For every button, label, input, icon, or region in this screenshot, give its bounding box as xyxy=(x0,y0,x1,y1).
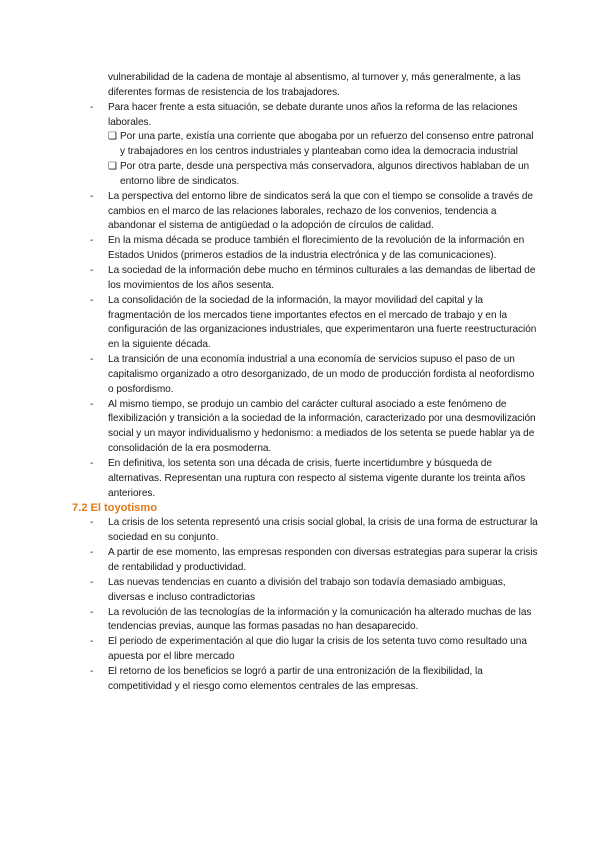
bullet-dash: - xyxy=(90,547,94,559)
sub-list-item xyxy=(108,130,538,160)
list-item-text: La consolidación de la sociedad de la información, la mayor movilidad del capital y la fragmentación de los mercados tiene importantes efectos en el mercado de trabajo y en la configuración de las organizaciones industriales, que experimentaron una fuerte reestructuración en la siguiente década. xyxy=(108,294,537,351)
bullet-dash: - xyxy=(90,457,94,469)
list-item-text: La sociedad de la información debe mucho en términos culturales a las demandas de libertad de los movimientos de los años sesenta. xyxy=(108,264,536,291)
sub-list-item-text: Por una parte, existía una corriente que abogaba por un refuerzo del consenso entre patronal y trabajadores en los centros industriales y planteaban como idea la democracia industrial xyxy=(120,131,534,158)
list-item xyxy=(88,353,538,398)
bullet-dash: - xyxy=(90,517,94,529)
bullet-dash: - xyxy=(90,264,94,276)
checkbox-bullet-icon: ❑ xyxy=(108,161,117,173)
bullet-dash: - xyxy=(90,398,94,410)
list-item xyxy=(88,190,538,235)
list-item xyxy=(88,516,538,546)
list-item xyxy=(88,606,538,636)
list-item xyxy=(88,294,538,353)
bullet-dash: - xyxy=(90,190,94,202)
list-item xyxy=(88,398,538,457)
list-item-text: A partir de ese momento, las empresas responden con diversas estrategias para superar la crisis de rentabilidad y productividad. xyxy=(108,547,538,573)
sub-list-item-text: Por otra parte, desde una perspectiva más conservadora, algunos directivos hablaban de un entorno libre de sindicatos. xyxy=(120,161,530,187)
paragraph-text: vulnerabilidad de la cadena de montaje al absentismo, al turnover y, más generalmente, a las diferentes formas de resistencia de los trabajadores. xyxy=(108,72,521,98)
checkbox-bullet-icon: ❑ xyxy=(108,131,117,143)
bullet-dash: - xyxy=(90,294,94,306)
list-item-text: La transición de una economía industrial a una economía de servicios supuso el paso de un capitalismo organizado a otro desorganizado, de un modo de producción fordista al neofordismo o posfordismo. xyxy=(108,354,535,395)
bullet-dash: - xyxy=(90,576,94,588)
bullet-dash: - xyxy=(90,606,94,618)
list-item-text: Las nuevas tendencias en cuanto a división del trabajo son todavía demasiado ambiguas, diversas e incluso contradictorias xyxy=(108,576,506,603)
list-item-text: Al mismo tiempo, se produjo un cambio del carácter cultural asociado a este fenómeno de flexibilización y transición a la sociedad de la información, caracterizado por una desmovilización social y un mayor individualismo y hedonismo: a mediados de los setenta se puede hablar ya de consolidación de la era posmoderna. xyxy=(108,398,536,455)
sub-list-item xyxy=(108,160,538,190)
list-item-text: La perspectiva del entorno libre de sindicatos será la que con el tiempo se consolide a través de cambios en el marco de las relaciones laborales, rechazo de los convenios, tendencia a abandonar el sistema de antigüedad o la adopción de círculos de calidad. xyxy=(108,190,533,232)
list-item-text: En la misma década se produce también el florecimiento de la revolución de la información en Estados Unidos (primeros estadios de la industria electrónica y de las comunicaciones). xyxy=(108,235,525,262)
bullet-dash: - xyxy=(90,354,94,366)
list-item xyxy=(88,264,538,294)
bullet-dash: - xyxy=(90,636,94,648)
list-item xyxy=(88,546,538,576)
list-item-text: El retorno de los beneficios se logró a partir de una entronización de la flexibilidad, la competitividad y el riesgo como elementos centrales de las empresas. xyxy=(108,665,483,692)
list-item-text: Para hacer frente a esta situación, se debate durante unos años la reforma de las relaciones laborales. xyxy=(108,101,518,128)
list-item-text: En definitiva, los setenta son una década de crisis, fuerte incertidumbre y búsqueda de alternativas. Representan una ruptura con respecto al sistema vigente durante los treinta años anteriores. xyxy=(108,457,526,499)
bullet-dash: - xyxy=(90,665,94,677)
list-item xyxy=(88,635,538,665)
list-item xyxy=(88,234,538,264)
bullet-dash: - xyxy=(90,235,94,247)
list-item xyxy=(88,457,538,502)
list-item-text: El periodo de experimentación al que dio lugar la crisis de los setenta tuvo como resultado una apuesta por el libre mercado xyxy=(108,636,527,663)
page-content xyxy=(72,71,538,695)
list-item xyxy=(88,665,538,695)
continued-paragraph xyxy=(88,71,538,101)
list-item xyxy=(88,576,538,606)
list-item-text: La revolución de las tecnologías de la información y la comunicación ha alterado muchas de las tendencias previas, aunque las formas pasadas no han desaparecido. xyxy=(108,606,532,633)
bullet-dash: - xyxy=(90,101,94,113)
list-item xyxy=(88,101,538,190)
list-item-text: La crisis de los setenta representó una crisis social global, la crisis de una forma de estructurar la sociedad en su conjunto. xyxy=(108,517,538,544)
section-heading: 7.2 El toyotismo xyxy=(72,502,157,515)
